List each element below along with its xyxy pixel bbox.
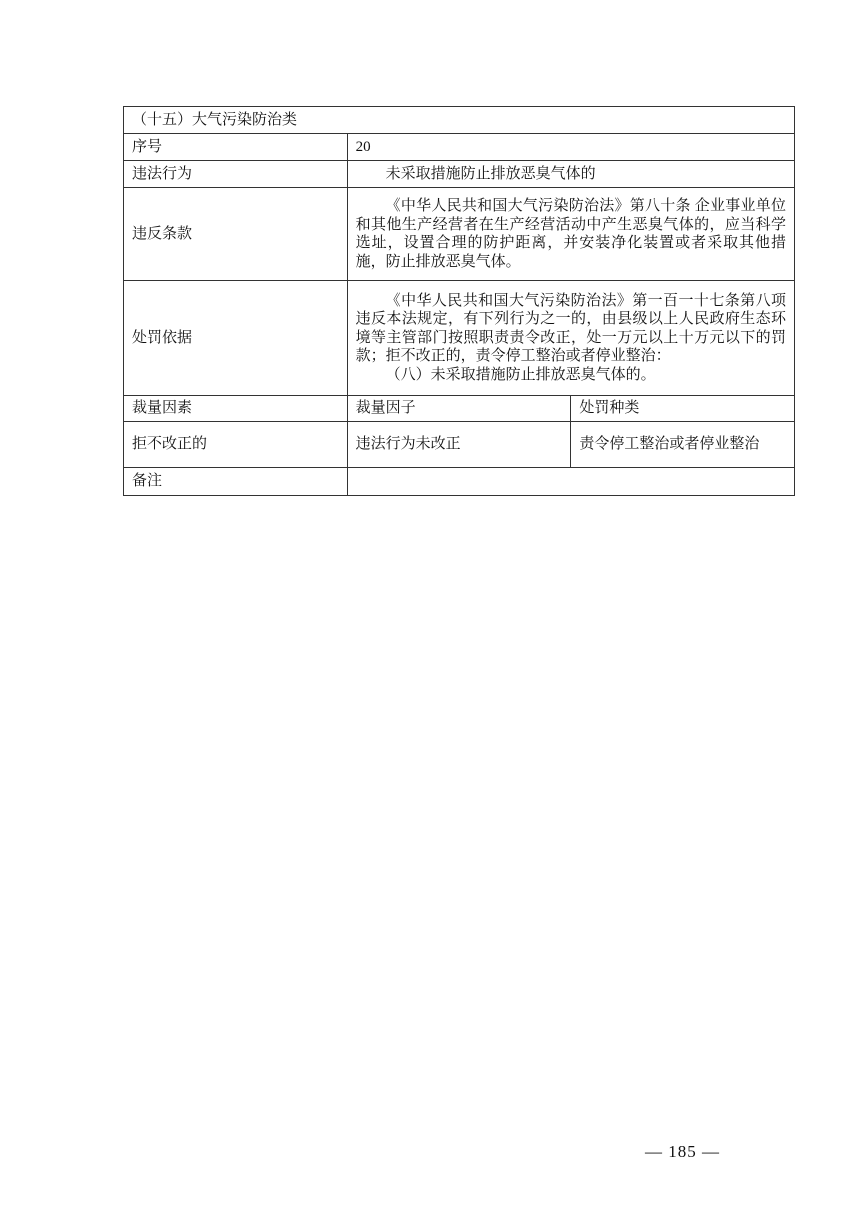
remarks-value — [347, 468, 794, 496]
discretion-label: 裁量因素 — [124, 396, 348, 422]
refuse-correct-label: 拒不改正的 — [124, 422, 348, 468]
penalty-basis-value: 《中华人民共和国大气污染防治法》第一百一十七条第八项 违反本法规定，有下列行为之一的，由县级以上人民政府生态环境等主管部门按照职责责令改正，处一万元以上十万元以下的罚款；拒不改正的，责令停工整治或者停业整治： — [355, 292, 786, 365]
page-number: — 185 — — [645, 1142, 720, 1161]
section-title-row — [124, 107, 795, 134]
penalty-basis-label: 处罚依据 — [124, 281, 348, 396]
penalty-discretion-table — [123, 106, 795, 496]
violated-clause-value: 《中华人民共和国大气污染防治法》第八十条 企业事业单位和其他生产经营者在生产经营活动中产生恶臭气体的，应当科学选址，设置合理的防护距离，并安装净化装置或者采取其他措施，防止排放恶臭气体。 — [347, 188, 794, 281]
violated-clause-row — [124, 188, 795, 281]
serial-label: 序号 — [124, 134, 348, 161]
penalty-basis-row — [124, 281, 795, 396]
violated-clause-label: 违反条款 — [124, 188, 348, 281]
penalty-basis-item: （八）未采取措施防止排放恶臭气体的。 — [385, 366, 656, 383]
refuse-correct-penalty: 责令停工整治或者停业整治 — [571, 422, 795, 468]
serial-row — [124, 134, 795, 161]
refuse-correct-factor: 违法行为未改正 — [347, 422, 571, 468]
penalty-type-header: 处罚种类 — [571, 396, 795, 422]
violation-value: 未采取措施防止排放恶臭气体的 — [347, 161, 794, 188]
violation-label: 违法行为 — [124, 161, 348, 188]
violation-row — [124, 161, 795, 188]
remarks-row — [124, 468, 795, 496]
discretion-header-row — [124, 396, 795, 422]
discretion-factor-header: 裁量因子 — [347, 396, 571, 422]
penalty-basis-cell — [347, 281, 794, 396]
serial-value: 20 — [347, 134, 794, 161]
section-title: （十五）大气污染防治类 — [124, 107, 795, 134]
remarks-label: 备注 — [124, 468, 348, 496]
refuse-correct-row — [124, 422, 795, 468]
